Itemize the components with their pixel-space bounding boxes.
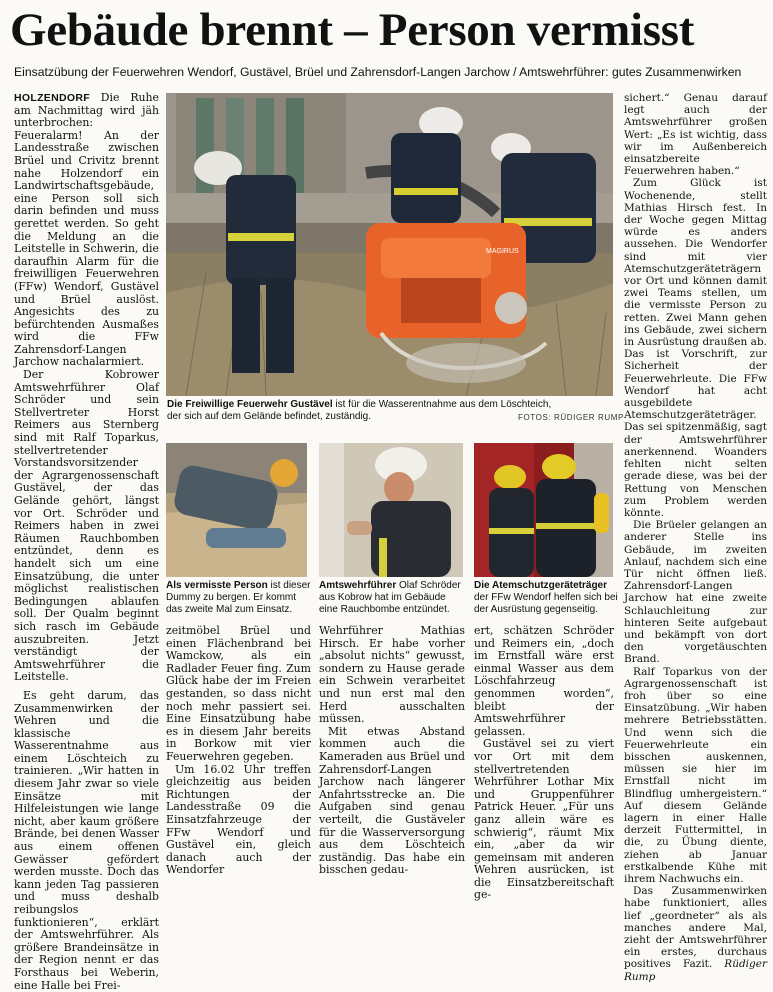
article-paragraph: ert, schätzen Schröder und Reimers ein, „doch im Ernstfall wäre erst einmal Wasser aus dem Löschfahrzeug genommen worden“, bleibt der Amtswehrführer gelassen.: [474, 624, 614, 738]
article-paragraph: Die Brüeler gelangen an anderer Stelle ins Gebäude, im zweiten Anlauf, nachdem sich eine Tür nicht öffnen ließ. Zahrensdorf-Langen Jarchow hat eine zweite Schlauchleitung zur hinteren Seite aufgebaut und bekämpft von dort den vorgetäuschten Brand.: [624, 519, 767, 666]
atemschutz-caption: Die Atemschutzgeräteträger der FFw Wendorf helfen sich bei der Ausrüstung gegenseitig.: [474, 580, 618, 615]
svg-text:MAGIRUS: MAGIRUS: [486, 248, 519, 255]
article-column-3: [319, 625, 465, 877]
article-column-5: [624, 92, 767, 983]
article-paragraph: Es geht darum, das Zusammenwirken der Wehren und die klassische Wasserentnahme aus einem Löschteich zu trainieren. „Wir hatten in diesem Jahr zwar so viele Einsätze mit Hilfeleistungen wie lange nicht, aber kaum größere Brände, bei denen Wasser aus einem offenen Gewässer gefördert werden musste. Doch das kann jeden Tag passieren und muss deshalb reibungslos funktionieren“, erklärt der Amtswehrführer. Als größere Brandeinsätze in der Region nennt er das Forsthaus bei Weberin, eine Halle bei Frei-: [14, 688, 159, 992]
main-photo-caption: Die Freiwillige Feuerwehr Gustävel ist für die Wasserentnahme aus dem Löschteich, der sich auf dem Gelände befindet, zuständig.: [167, 399, 552, 422]
headline: Gebäude brennt – Person vermisst: [10, 4, 695, 56]
main-photo: [166, 93, 613, 396]
author: Rüdiger Rump: [624, 958, 767, 983]
dateline: HOLZENDORF: [14, 92, 90, 104]
subline: Einsatzübung der Feuerwehren Wendorf, Gustävel, Brüel und Zahrensdorf-Langen Jarchow / Amtswehrführer: gutes Zusammenwirken: [14, 65, 742, 79]
article-paragraph: sichert.“ Genau darauf legt auch der Amtswehrführer großen Wert: „Es ist wichtig, dass wir im Außenbereich einsatzbereite Feuerwehren haben.“: [624, 92, 767, 178]
dummy-photo: [166, 443, 307, 577]
article-paragraph: Ralf Toparkus von der Agrargenossenschaft ist froh über so eine Einsatzübung. „Wir haben mehrere Betriebsstätten. Und wenn sich die Feuerwehrleute ein bisschen auskennen, müssen sie hier im Ernstfall nicht im Blindflug umhergeistern.“ Auf diesem Gelände lagern in einer Halle derzeit Futtermittel, in die, zu Übung diente, ziehen ab Januar erstkalbende Kühe mit ihrem Nachwuchs ein.: [624, 665, 767, 885]
article-paragraph: Das Zusammenwirken habe funktioniert, alles lief „geordneter“ als als manches andere Mal, zieht der Amtswehrführer ein erstes, durchaus positives Fazit. Rüdiger Rump: [624, 885, 767, 983]
article-paragraph: zeitmöbel Brüel und einen Flächenbrand bei Wamckow, als ein Radlader Feuer fing. Zum Glück habe der im Freien gestanden, so dass nicht noch mehr passiert sei. Eine Einsatzübung habe es in diesem Jahr bereits in Borkow mit vier Feuerwehren gegeben.: [166, 624, 311, 763]
atemschutz-photo: [474, 443, 613, 577]
article-column-4: [474, 625, 614, 902]
article-paragraph: HOLZENDORF Die Ruhe am Nachmittag wird jäh unterbrochen: Feueralarm! An der Landesstraße zwischen Brüel und Crivitz brennt nahe Holzendorf ein Landwirtschaftsgebäude, eine Person soll sich darin befinden und muss gerettet werden. So geht die Meldung an die Leitstelle in Schwerin, die daraufhin Alarm für die freiwilligen Feuerwehren (FFw) Wendorf, Gustävel und Brüel auslöst. Angesichts des zu befürchtenden Ausmaßes wird die FFw Zahrensdorf-Langen Jarchow nachalarmiert.: [14, 91, 159, 369]
article-paragraph: Wehrführer Mathias Hirsch. Er habe vorher „absolut nichts“ gewusst, sondern zu Hause gerade ein Schwein verarbeitet und nun erst mal den Herd ausschalten müssen.: [319, 624, 465, 726]
article-column-2: [166, 625, 311, 877]
article-paragraph: Mit etwas Abstand kommen auch die Kameraden aus Brüel und Zahrensdorf-Langen Jarchow nach längerer Anfahrtsstrecke an. Die Aufgaben sind genau verteilt, die Gustäveler für die Wasserversorgung aus dem Löschteich zuständig. Das habe ein bisschen gedau-: [319, 724, 465, 877]
article-paragraph: Um 16.02 Uhr treffen gleichzeitig aus beiden Richtungen der Landesstraße 09 die Einsatzfahrzeuge der FFw Wendorf und Gustävel ein, gleich danach auch der Wendorfer: [166, 762, 311, 877]
amtswehrfuehrer-photo: [319, 443, 463, 577]
article-column-1: [14, 92, 159, 992]
article-paragraph: Zum Glück ist Wochenende, stellt Mathias Hirsch fest. In der Woche gegen Mittag würde es anders aussehen. Die Wendorfer sind mit vier Atemschutzgeräteträgern vor Ort und können damit zwei Teams stellen, um die vermisste Person zu retten. Zwei Mann gehen ins Gebäude, zwei sichern in Ausrüstung draußen ab. Das ist Vorschrift, zur Sicherheit der Feuerwehrleute. Die FFw Wendorf hat acht ausgebildete Atemschutzgeräteträger. Das sei spitzenmäßig, sagt der Amtswehrführer anerkennend. Woanders fehlten nicht selten gerade diese, was bei der Rettung von Menschen zum Problem werden könnte.: [624, 177, 767, 519]
dummy-caption: Als vermisste Person ist dieser Dummy zu bergen. Er kommt das zweite Mal zum Einsatz.: [166, 580, 311, 615]
amtswehrfuehrer-caption: Amtswehrführer Olaf Schröder aus Kobrow hat im Gebäude eine Rauchbombe entzündet.: [319, 580, 461, 615]
article-paragraph: Gustävel sei zu viert vor Ort mit dem stellvertretenden Wehrführer Lothar Mix und Gruppenführer Patrick Heuer. „Für uns ganz allein wäre es schwierig“, räumt Mix ein, „aber da wir gemeinsam mit anderen Wehren ausrücken, ist die Einsatzbereitschaft ge-: [474, 737, 614, 902]
fire-pump-photo: [166, 93, 613, 396]
photo-credit: FOTOS: RÜDIGER RUMP: [518, 413, 624, 422]
article-paragraph: Der Kobrower Amtswehrführer Olaf Schröder und sein Stellvertreter Horst Reimers aus Sternberg sind mit Ralf Toparkus, stellvertretender Vorstandsvorsitzender der Agrargenossenschaft Gustävel, der das Gelände gehört, längst vor Ort. Schröder und Reimers haben in zwei Räumen Rauchbomben entzündet, denn es handelt sich um eine Einsatzübung, die unter möglichst realistischen Bedingungen ablaufen soll. Der Qualm beginnt sich rasch im Gebäude auszubreiten. Jetzt verständigt der Amtswehrführer die Leitstelle.: [14, 368, 159, 684]
